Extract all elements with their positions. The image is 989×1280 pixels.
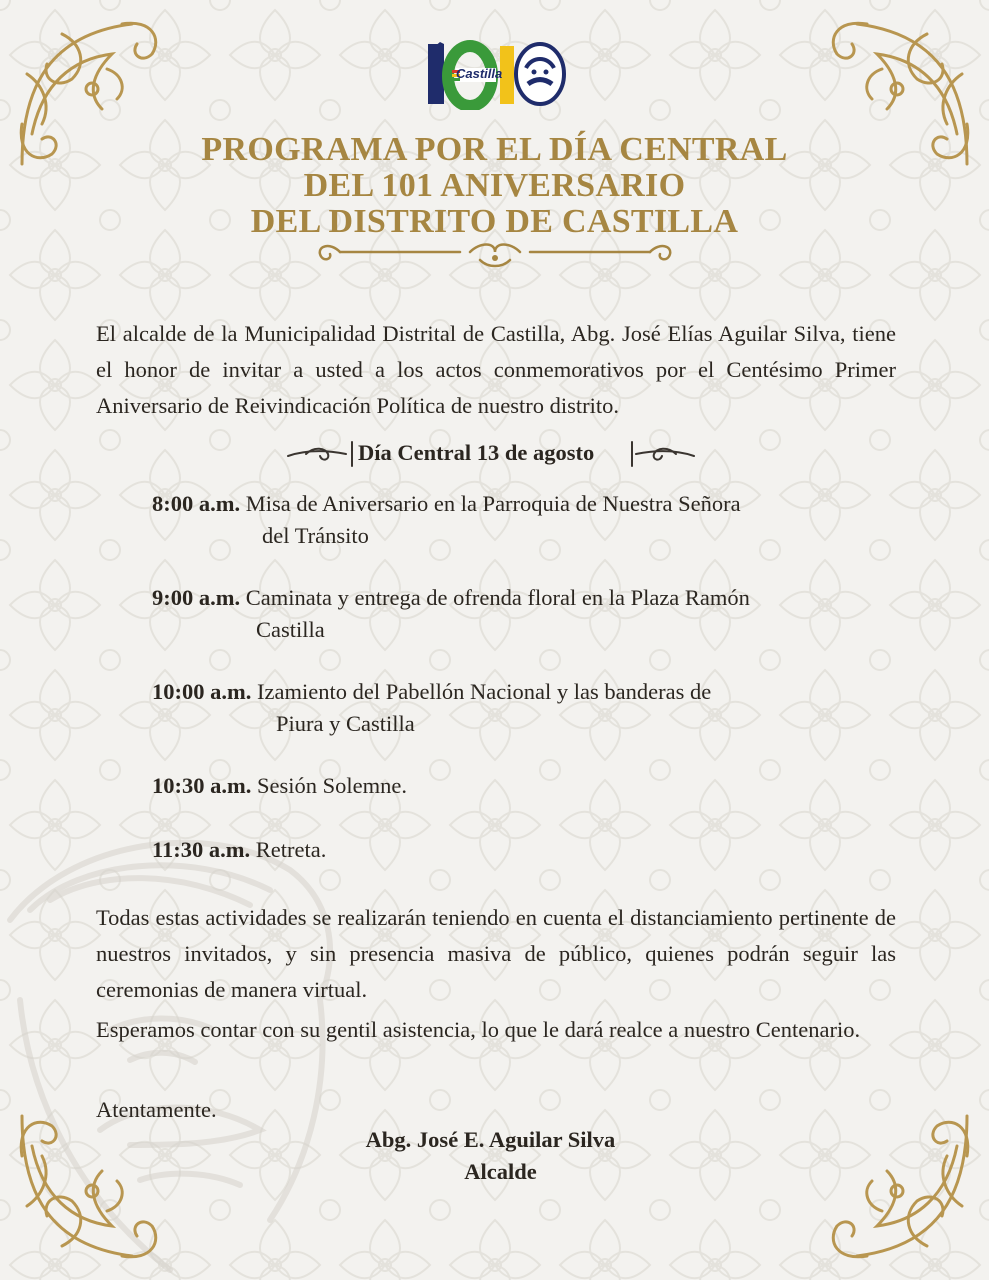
title-line-1: PROGRAMA POR EL DÍA CENTRAL [201, 131, 788, 168]
schedule-time: 10:00 a.m. [152, 679, 252, 704]
schedule-time: 9:00 a.m. [152, 585, 241, 610]
schedule-text: Sesión Solemne. [257, 773, 407, 798]
schedule-item [152, 488, 872, 552]
intro-paragraph: El alcalde de la Municipalidad Distrital de Castilla, Abg. José Elías Aguilar Silva, tiene el honor de invitar a usted a los actos conmemorativos por el Centésimo Primer Aniversario de Reivindicación Política de nuestro distrito. [96, 321, 896, 418]
day-heading: Día Central 13 de agosto [358, 440, 595, 465]
schedule-item [152, 834, 872, 866]
title-line-2: DEL 101 ANIVERSARIO [303, 167, 686, 204]
schedule-text-continued: del Tránsito [262, 523, 369, 548]
schedule-item [152, 676, 872, 740]
schedule-text-continued: Castilla [256, 617, 325, 642]
logo-wordmark: Castilla [456, 66, 503, 81]
schedule-time: 11:30 a.m. [152, 837, 251, 862]
schedule-text: Retreta. [255, 837, 327, 862]
schedule-item [152, 770, 872, 802]
signature-name: Abg. José E. Aguilar Silva [365, 1127, 616, 1152]
schedule-item [152, 582, 872, 646]
schedule-time: 10:30 a.m. [152, 773, 252, 798]
schedule-text-continued: Piura y Castilla [276, 711, 415, 736]
title-line-3: DEL DISTRITO DE CASTILLA [250, 203, 739, 240]
distancing-paragraph: Todas estas actividades se realizarán teniendo en cuenta el distanciamiento pertinente de nuestros invitados, y sin presencia masiva de público, quienes podrán seguir las ceremonias de manera virtual. [96, 905, 896, 1002]
title-divider-ornament [310, 238, 680, 272]
signature-role: Alcalde [464, 1159, 537, 1184]
regards-text: Atentamente. [96, 1097, 217, 1122]
closing-paragraph: Esperamos contar con su gentil asistencia, lo que le dará realce a nuestro Centenario. [96, 1017, 861, 1042]
schedule-time: 8:00 a.m. [152, 491, 241, 516]
schedule-text: Izamiento del Pabellón Nacional y las banderas de [257, 679, 712, 704]
schedule-text: Misa de Aniversario en la Parroquia de Nuestra Señora [245, 491, 741, 516]
schedule-text: Caminata y entrega de ofrenda floral en la Plaza Ramón [245, 585, 750, 610]
